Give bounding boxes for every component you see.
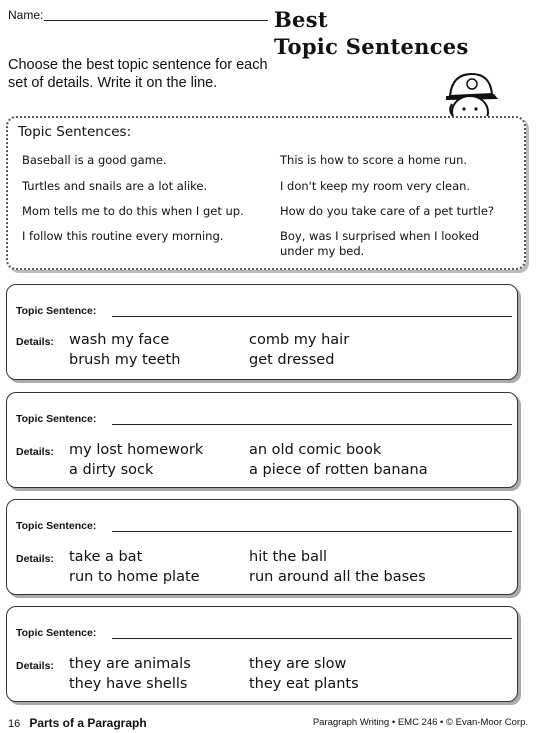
detail-item: get dressed: [249, 352, 335, 368]
detail-item: they have shells: [69, 676, 188, 692]
topic-option: Baseball is a good game.: [22, 153, 167, 167]
detail-item: hit the ball: [249, 549, 328, 565]
footer-left: [8, 716, 147, 730]
topic-sentence-line[interactable]: [112, 638, 512, 639]
topic-option: Turtles and snails are a lot alike.: [22, 179, 208, 193]
topic-sentence-label: Topic Sentence:: [16, 413, 97, 425]
detail-item: take a bat: [69, 549, 143, 565]
details-label: Details:: [16, 553, 54, 565]
title-line-1: Best: [274, 7, 328, 32]
detail-item: they are animals: [69, 656, 191, 672]
topic-sentence-line[interactable]: [112, 531, 512, 532]
detail-item: wash my face: [69, 332, 170, 348]
detail-item: my lost homework: [69, 442, 204, 458]
details-label: Details:: [16, 336, 54, 348]
section-title: Parts of a Paragraph: [29, 716, 147, 730]
page-number: 16: [8, 718, 21, 730]
topic-sentences-header: Topic Sentences:: [18, 124, 132, 140]
topic-sentence-line[interactable]: [112, 316, 512, 317]
topic-option: This is how to score a home run.: [280, 153, 468, 167]
topic-option: How do you take care of a pet turtle?: [280, 204, 495, 218]
instructions: Choose the best topic sentence for each set of details. Write it on the line.: [8, 57, 268, 91]
detail-item: a dirty sock: [69, 462, 154, 478]
footer-credit: Paragraph Writing • EMC 246 • © Evan-Moor Corp.: [312, 717, 528, 728]
page-title: [274, 6, 469, 60]
name-label: Name:: [8, 8, 44, 22]
topic-option: I follow this routine every morning.: [22, 229, 224, 243]
detail-item: they are slow: [249, 656, 347, 672]
topic-sentence-label: Topic Sentence:: [16, 627, 97, 639]
title-line-2: Topic Sentences: [274, 34, 469, 59]
topic-option: Boy, was I surprised when I looked under my bed.: [280, 229, 480, 258]
topic-sentence-line[interactable]: [112, 424, 512, 425]
detail-item: run to home plate: [69, 569, 200, 585]
details-label: Details:: [16, 446, 54, 458]
detail-item: they eat plants: [249, 676, 359, 692]
detail-item: a piece of rotten banana: [249, 462, 428, 478]
topic-sentence-label: Topic Sentence:: [16, 305, 97, 317]
topic-sentence-label: Topic Sentence:: [16, 520, 97, 532]
details-label: Details:: [16, 660, 54, 672]
detail-item: an old comic book: [249, 442, 382, 458]
topic-option: I don't keep my room very clean.: [280, 179, 471, 193]
name-line[interactable]: [44, 20, 268, 21]
detail-item: comb my hair: [249, 332, 350, 348]
detail-item: brush my teeth: [69, 352, 181, 368]
topic-option: Mom tells me to do this when I get up.: [22, 204, 244, 218]
detail-item: run around all the bases: [249, 569, 426, 585]
